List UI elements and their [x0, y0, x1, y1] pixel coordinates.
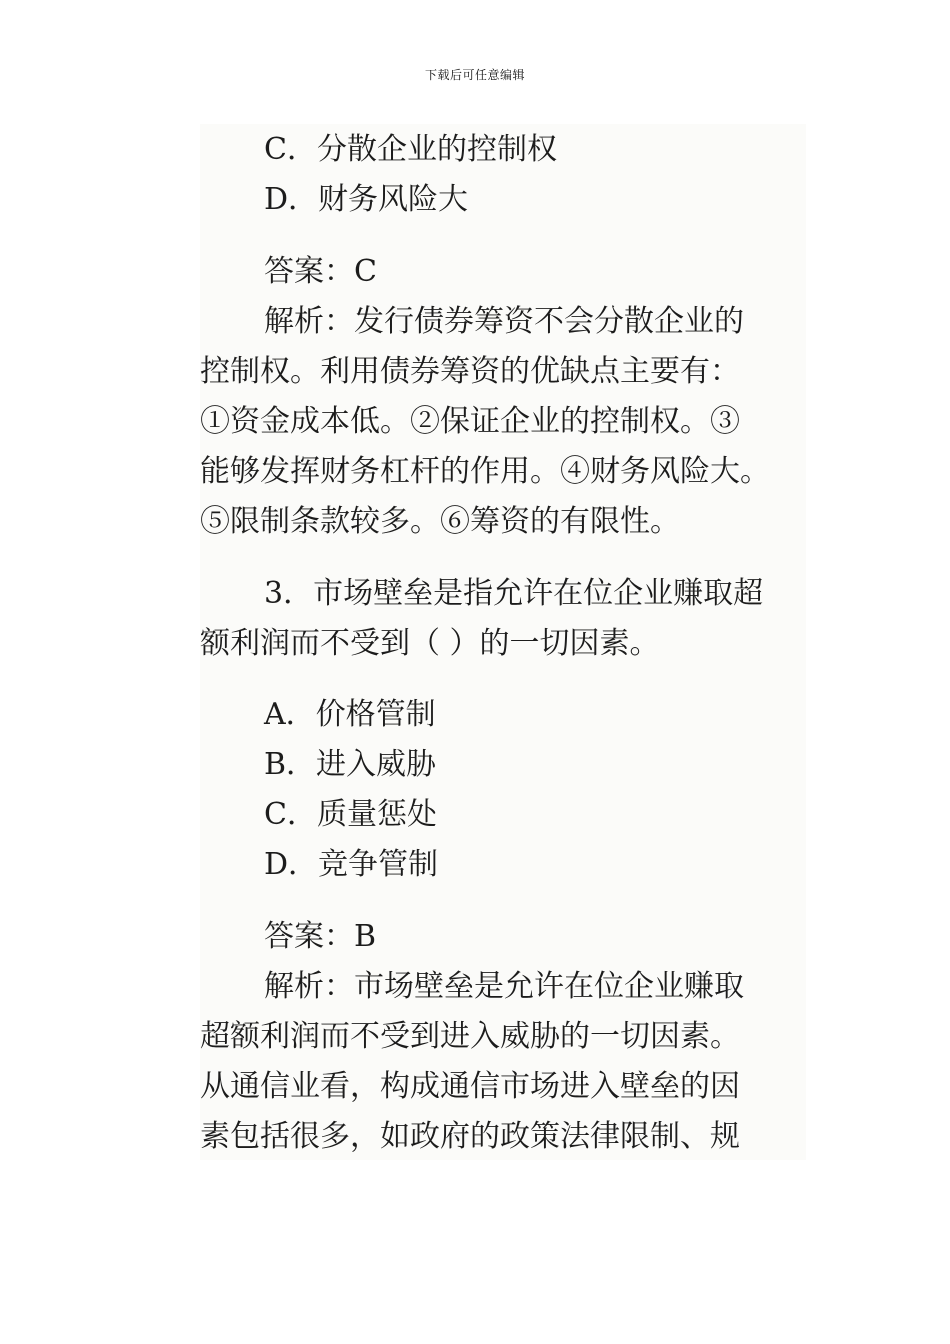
- q3-analysis-line-1: 解析：市场壁垒是允许在位企业赚取: [264, 969, 744, 1004]
- q3-analysis-line-2: 超额利润而不受到进入威胁的一切因素。: [200, 1019, 740, 1054]
- page-header-note: 下载后可任意编辑: [424, 68, 525, 82]
- q3-answer: 答案：B: [264, 919, 377, 954]
- q3-option-b: B．进入威胁: [264, 747, 437, 782]
- q2-analysis-line-1: 解析：发行债券筹资不会分散企业的: [264, 304, 744, 339]
- q3-option-d: D．竞争管制: [264, 847, 439, 882]
- q2-option-c: C．分散企业的控制权: [264, 132, 557, 167]
- q2-analysis-line-5: ⑤限制条款较多。⑥筹资的有限性。: [200, 504, 680, 539]
- q3-analysis-line-3: 从通信业看，构成通信市场进入壁垒的因: [200, 1069, 740, 1104]
- q3-stem-line-1: 3．市场壁垒是指允许在位企业赚取超: [264, 576, 764, 611]
- q3-option-c: C．质量惩处: [264, 797, 437, 832]
- q2-analysis-line-3: ①资金成本低。②保证企业的控制权。③: [200, 404, 740, 439]
- q3-analysis-line-4: 素包括很多，如政府的政策法律限制、规: [200, 1119, 740, 1154]
- document-body: [200, 124, 806, 1160]
- q3-stem-line-2: 额利润而不受到（ ）的一切因素。: [200, 626, 660, 661]
- q2-analysis-line-2: 控制权。利用债券筹资的优缺点主要有：: [200, 354, 740, 389]
- q2-option-d: D．财务风险大: [264, 182, 469, 217]
- q2-answer: 答案：C: [264, 254, 377, 289]
- q2-analysis-line-4: 能够发挥财务杠杆的作用。④财务风险大。: [200, 454, 770, 489]
- q3-option-a: A．价格管制: [264, 697, 436, 732]
